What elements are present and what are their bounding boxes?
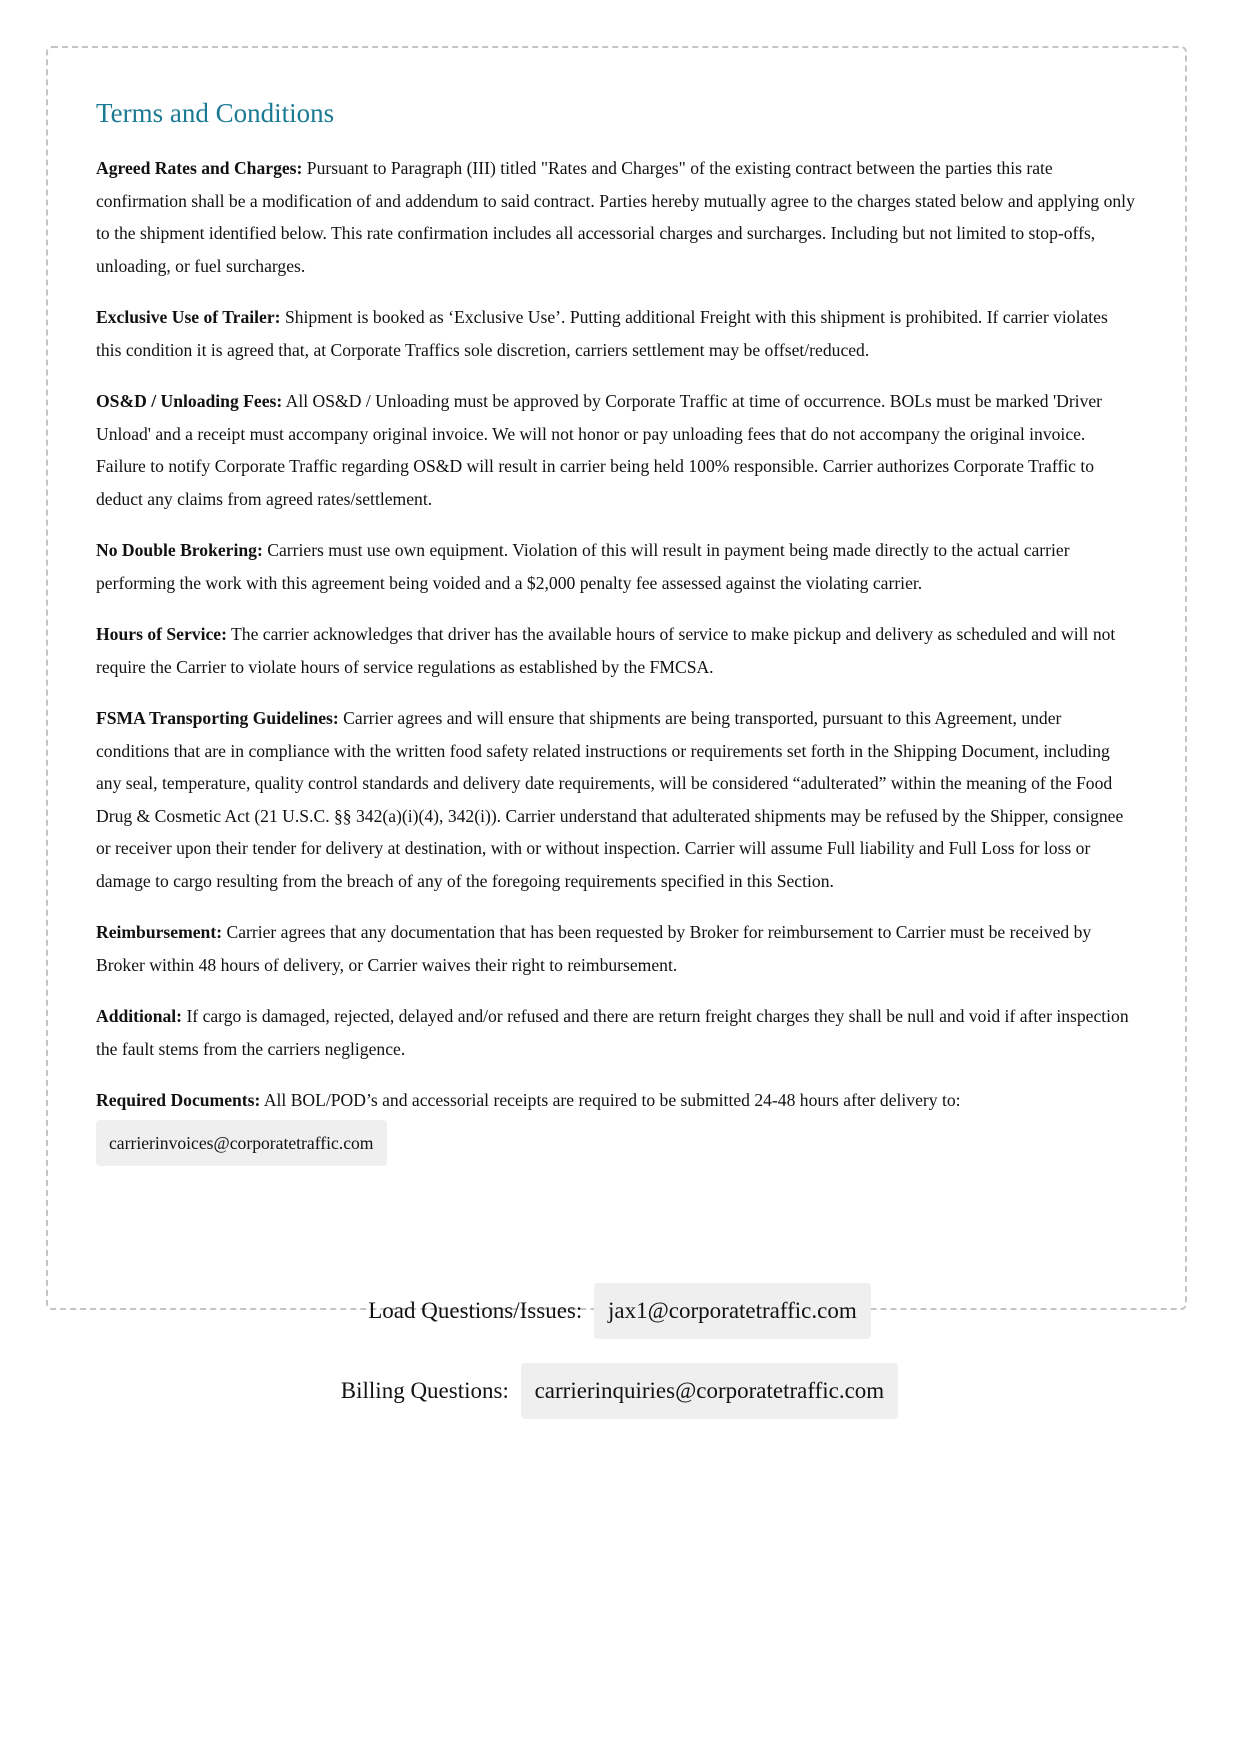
clause-text: The carrier acknowledges that driver has the available hours of service to make pickup and delivery as scheduled and will not require the Carrier to violate hours of service regulations as established by the FMCSA. (96, 624, 1116, 677)
clause-text: Shipment is booked as ‘Exclusive Use’. Putting additional Freight with this shipment is prohibited. If carrier violates this condition it is agreed that, at Corporate Traffics sole discretion, carriers settlement may be offset/reduced. (96, 307, 1108, 360)
clause-label: Exclusive Use of Trailer: (96, 307, 281, 327)
billing-questions-email-link[interactable]: carrierinquiries@corporatetraffic.com (521, 1363, 899, 1419)
clause-label: No Double Brokering: (96, 540, 263, 560)
clause-double-brokering (96, 534, 1135, 599)
clause-text: All BOL/POD’s and accessorial receipts are required to be submitted 24-48 hours after delivery to: (263, 1090, 961, 1110)
clause-osd-unloading (96, 385, 1135, 515)
clause-text: Carrier agrees and will ensure that shipments are being transported, pursuant to this Agreement, under conditions that are in compliance with the written food safety related instructions or requirements set forth in the Shipping Document, including any seal, temperature, quality control standards and delivery date requirements, will be considered “adulterated” within the meaning of the Food Drug & Cosmetic Act (21 U.S.C. §§ 342(a)(i)(4), 342(i)). Carrier understand that adulterated shipments may be refused by the Shipper, consignee or receiver upon their tender for delivery at destination, with or without inspection. Carrier will assume Full liability and Full Loss for loss or damage to cargo resulting from the breach of any of the foregoing requirements specified in this Section. (96, 708, 1124, 891)
clause-label: FSMA Transporting Guidelines: (96, 708, 339, 728)
clause-text: All OS&D / Unloading must be approved by Corporate Traffic at time of occurrence. BOLs must be marked 'Driver Unload' and a receipt must accompany original invoice. We will not honor or pay unloading fees that do not accompany the original invoice. Failure to notify Corporate Traffic regarding OS&D will result in carrier being held 100% responsible. Carrier authorizes Corporate Traffic to deduct any claims from agreed rates/settlement. (96, 391, 1103, 509)
load-questions-email-link[interactable]: jax1@corporatetraffic.com (594, 1283, 871, 1339)
clause-hours-of-service (96, 618, 1135, 683)
invoice-email-link[interactable]: carrierinvoices@corporatetraffic.com (96, 1120, 387, 1166)
terms-and-conditions-panel (46, 46, 1187, 1310)
clause-label: OS&D / Unloading Fees: (96, 391, 283, 411)
billing-questions-label: Billing Questions: (340, 1378, 509, 1403)
clause-label: Agreed Rates and Charges: (96, 158, 303, 178)
clause-text: If cargo is damaged, rejected, delayed and/or refused and there are return freight charges they shall be null and void if after inspection the fault stems from the carriers negligence. (96, 1006, 1129, 1059)
clause-fsma (96, 702, 1135, 897)
clause-exclusive-use (96, 301, 1135, 366)
clause-label: Additional: (96, 1006, 183, 1026)
load-questions-row (0, 1283, 1239, 1339)
clause-additional (96, 1000, 1135, 1065)
clause-text: Carriers must use own equipment. Violation of this will result in payment being made directly to the actual carrier performing the work with this agreement being voided and a $2,000 penalty fee assessed against the violating carrier. (96, 540, 1070, 593)
load-questions-label: Load Questions/Issues: (368, 1298, 583, 1323)
clause-agreed-rates (96, 152, 1135, 282)
billing-questions-row (0, 1363, 1239, 1419)
clause-label: Required Documents: (96, 1090, 261, 1110)
clause-label: Hours of Service: (96, 624, 227, 644)
clause-required-documents (96, 1084, 1135, 1166)
clause-label: Reimbursement: (96, 922, 223, 942)
clause-reimbursement (96, 916, 1135, 981)
clause-text: Carrier agrees that any documentation that has been requested by Broker for reimbursement to Carrier must be received by Broker within 48 hours of delivery, or Carrier waives their right to reimbursement. (96, 922, 1092, 975)
terms-title: Terms and Conditions (96, 98, 335, 128)
clause-text: Pursuant to Paragraph (III) titled "Rates and Charges" of the existing contract between the parties this rate confirmation shall be a modification of and addendum to said contract. Parties hereby mutually agree to the charges stated below and applying only to the shipment identified below. This rate confirmation includes all accessorial charges and surcharges. Including but not limited to stop-offs, unloading, or fuel surcharges. (96, 158, 1135, 276)
